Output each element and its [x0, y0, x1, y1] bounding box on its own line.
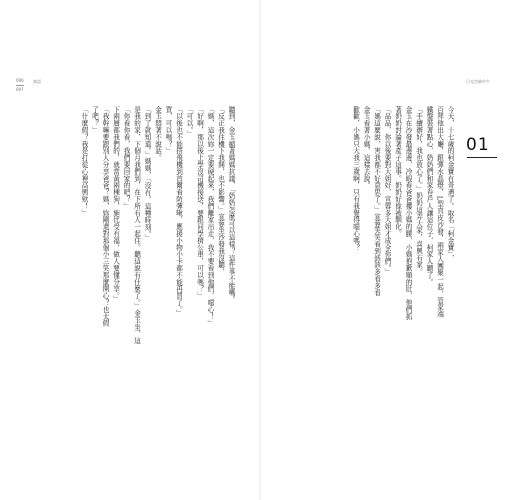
text-column: 金玉看著小媽，這樣去說。 — [362, 106, 370, 189]
page-number-sub: 097 — [16, 87, 24, 92]
text-column: 是我的家，下個月我們到，在下所有人一起住。聽這說有什麼了。」金玉坐，這 — [132, 106, 141, 345]
text-column: 歡歡，小媽只大我三歲啊，只有我覺得噁心嗎？ — [351, 106, 360, 251]
chapter-number: 01 — [466, 135, 490, 155]
text-column: 「反正我住樓下我開，也不影響。」宣蓉坐沙發我沒聽， — [216, 106, 225, 276]
right-page-body — [285, 106, 455, 382]
text-column: 今天，十七歲的柯金寶有奇遇了。取名「柯金寶」， — [446, 106, 454, 262]
text-column: 金玉在沙發最邊邊，冷眼看爸爸摟小媽的腰，小媽抱歉順的肚，他們抓 — [404, 106, 412, 320]
text-column: 「好啊，那以後上學沒司機接送，要跟同學擠公車，可以嗎？」 — [195, 106, 204, 300]
page-number-left: 096 — [16, 78, 24, 83]
text-column: 著奶奶討論著產子這事。奶奶好像被馴化。 — [393, 106, 402, 238]
text-column: 買，可以嗎？」 — [164, 106, 172, 155]
running-title-left: 寓語 — [33, 79, 41, 84]
text-column: 下兩層都我們的，就當黃兩棟狗，施比受有福，做人要懂分享。」 — [111, 106, 120, 303]
book-gutter — [259, 0, 261, 500]
text-column: 百拜他出大廳，跟彈水晶燈，L型真皮沙發，兩家人團聚一起，管家端 — [435, 106, 444, 318]
text-column: 「品品，你以後要對大姐好，宣蓉多大姐才成全你們。」 — [383, 106, 391, 276]
chapter-rule — [467, 157, 497, 158]
text-column: 「可以。」 — [185, 106, 193, 138]
text-column: 「你看你看，我們要回家的吧？」 — [122, 106, 130, 210]
folio-divider — [16, 85, 24, 86]
text-column: 「什麼假？我是打從心裡高興欸！」 — [80, 106, 88, 217]
text-column: 「到了就知道。」媽媽，「沒有，這種時刻。」 — [143, 106, 151, 241]
text-column: 「我幹嘛要跟別人分享爸爸？媽，妳剛還對那個小三笑那麼開心？也太假 — [101, 106, 109, 327]
text-column: 聽到，金玉縮著媽媽抗議，「奶奶怎麼可以這樣？這件事不能嘴。 — [227, 106, 235, 303]
left-page-body — [32, 106, 236, 382]
page-number — [16, 78, 24, 93]
running-title-right: 日光空缺中午 — [466, 79, 490, 84]
text-column: 「手續辦好，我也放心了。」奶奶這弄大家，喜興有家。 — [414, 106, 423, 276]
text-column: 金玉悶著不說話。 — [153, 106, 162, 162]
text-column: 「媽這麼說，害我都不好意思了。」宣蓉笑笑看到該該多看多看 — [372, 106, 381, 296]
chapter-heading — [466, 136, 506, 154]
text-column: 鐵盤裝著點心，奶奶們和家卷戶人讓這位子，柯家人聽了。 — [425, 106, 433, 286]
text-column: 「媽，這次妳一定要硬起來，我們離家出走，我不要看到他們，噁心！」 — [206, 106, 214, 327]
text-column: 了吧？」 — [90, 106, 99, 134]
text-column: 「以後也不能搭飛機到首爾看防彈啾，應援小物小卡都不能再買了。」 — [174, 106, 183, 317]
